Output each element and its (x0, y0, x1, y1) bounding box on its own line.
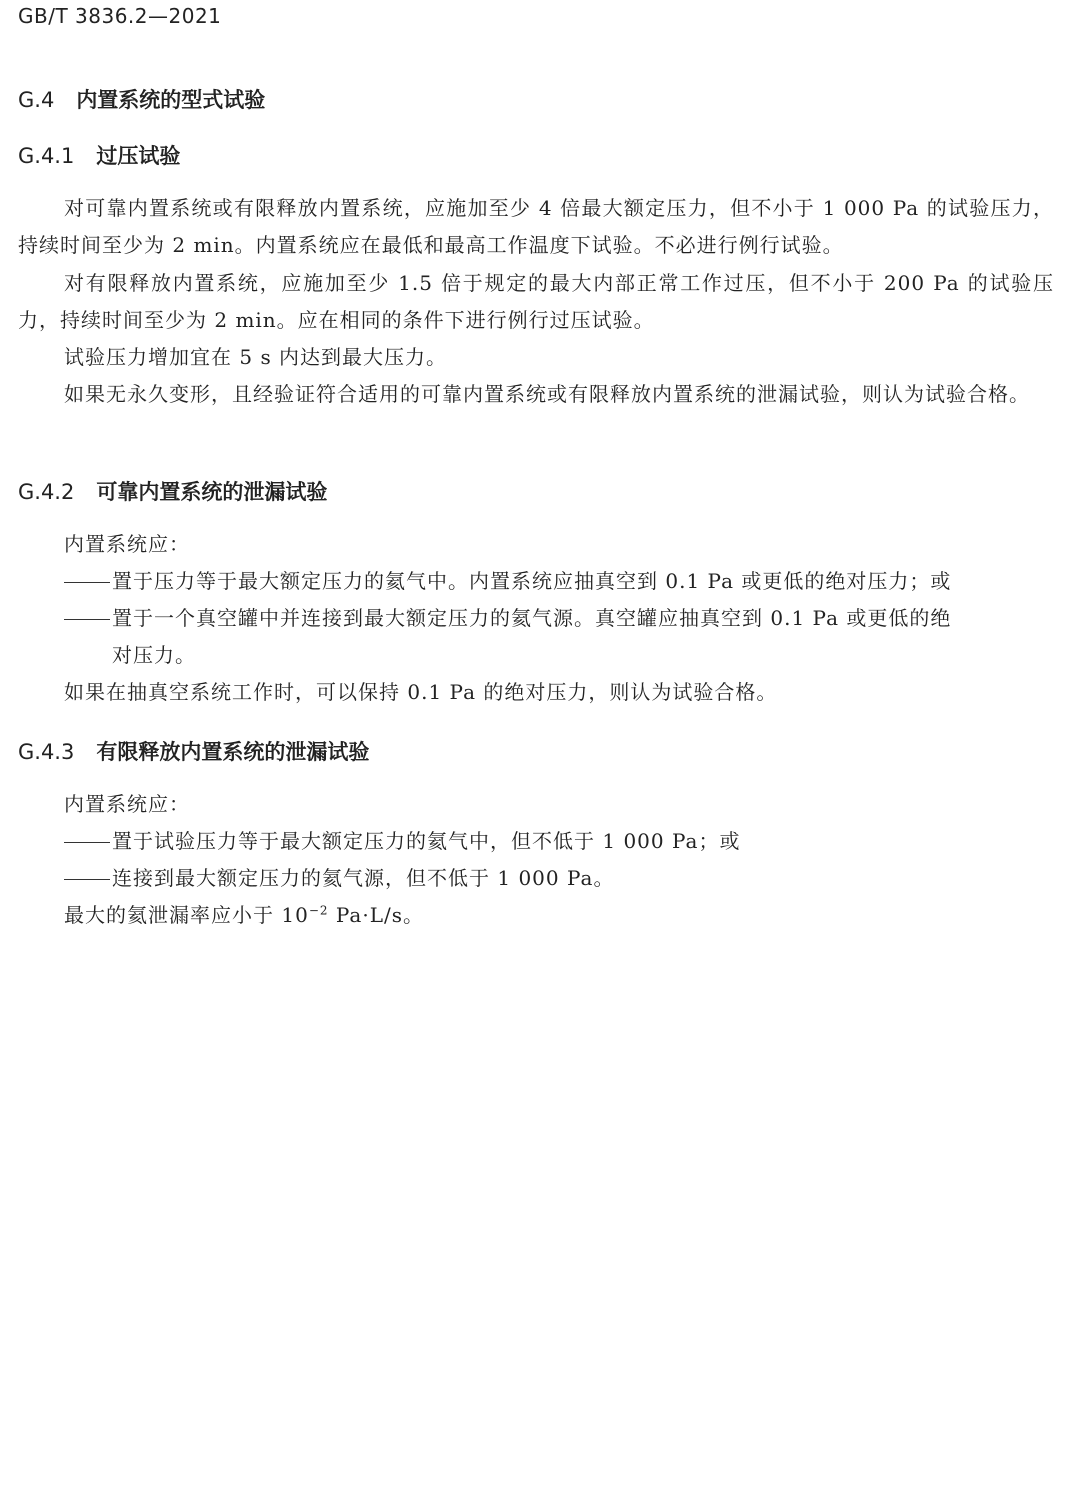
list-item (64, 563, 1054, 600)
dash-marker (64, 879, 110, 880)
section-title: 内置系统的型式试验 (76, 88, 266, 112)
section-heading-g42 (18, 476, 327, 506)
section-heading-g41 (18, 140, 180, 170)
section-title: 有限释放内置系统的泄漏试验 (96, 740, 370, 764)
paragraph-overpressure-4: 如果无永久变形，且经验证符合适用的可靠内置系统或有限释放内置系统的泄漏试验，则认为试验合格。 (64, 382, 1030, 406)
list-item-text: 置于一个真空罐中并连接到最大额定压力的氦气源。真空罐应抽真空到 0.1 Pa 或更低的绝 (112, 606, 952, 630)
list-item-text: 置于试验压力等于最大额定压力的氦气中，但不低于 1 000 Pa；或 (112, 829, 741, 853)
section-title: 过压试验 (96, 144, 181, 168)
section-heading-g43 (18, 736, 369, 766)
section-number: G.4.2 (18, 480, 75, 504)
paragraph-overpressure-3: 试验压力增加宜在 5 s 内达到最大压力。 (64, 345, 448, 369)
list-intro: 内置系统应： (64, 532, 190, 556)
list-item-text: 连接到最大额定压力的氦气源，但不低于 1 000 Pa。 (112, 866, 615, 890)
section-heading-g4 (18, 84, 265, 114)
leak-rate-exponent: −2 (308, 903, 329, 918)
leak-rate-unit: Pa·L/s。 (328, 903, 424, 927)
section-number: G.4 (18, 88, 55, 112)
list-item-text: 置于压力等于最大额定压力的氦气中。内置系统应抽真空到 0.1 Pa 或更低的绝对压力；或 (112, 569, 952, 593)
list-item (64, 860, 1054, 897)
dash-marker (64, 582, 110, 583)
paragraph-overpressure-1: 对可靠内置系统或有限释放内置系统，应施加至少 4 倍最大额定压力，但不小于 1 000 Pa 的试验压力，持续时间至少为 2 min。内置系统应在最低和最高工作温度下试验。不必进行例行试验。 (18, 196, 1054, 257)
dash-marker (64, 619, 110, 620)
leak-rate-text: 最大的氦泄漏率应小于 10 (64, 903, 309, 927)
list-item (64, 823, 1054, 860)
list-item (64, 600, 1054, 674)
paragraph-overpressure-2: 对有限释放内置系统，应施加至少 1.5 倍于规定的最大内部正常工作过压，但不小于 200 Pa 的试验压力，持续时间至少为 2 min。应在相同的条件下进行例行过压试验。 (18, 271, 1054, 332)
standard-code: GB/T 3836.2—2021 (18, 4, 222, 28)
section-number: G.4.3 (18, 740, 75, 764)
list-item-continuation: 对压力。 (112, 643, 196, 667)
paragraph-leak-rate (64, 897, 424, 934)
list-intro: 内置系统应： (64, 792, 190, 816)
paragraph-leak-criterion: 如果在抽真空系统工作时，可以保持 0.1 Pa 的绝对压力，则认为试验合格。 (64, 680, 778, 704)
section-title: 可靠内置系统的泄漏试验 (96, 480, 328, 504)
section-number: G.4.1 (18, 144, 75, 168)
dash-marker (64, 842, 110, 843)
